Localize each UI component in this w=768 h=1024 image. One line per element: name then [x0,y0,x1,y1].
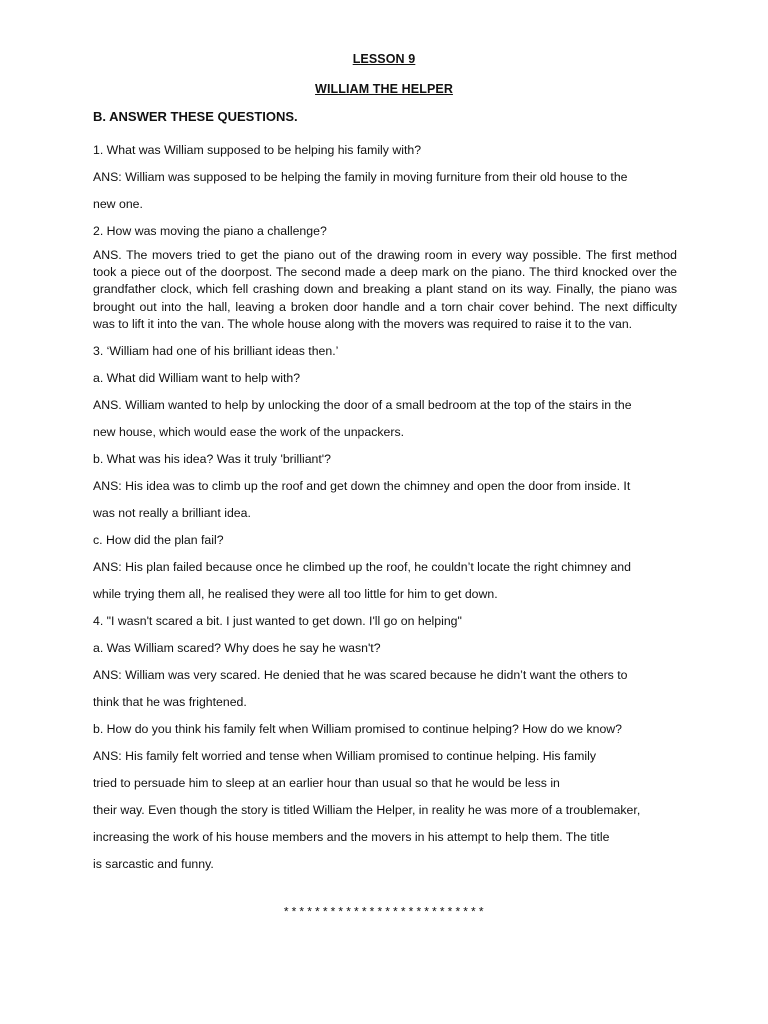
answer-4b-line-1: ANS: His family felt worried and tense when William promised to continue helping. His family [93,749,597,764]
question-3b: b. What was his idea? Was it truly 'brilliant'? [93,452,331,467]
section-heading: B. ANSWER THESE QUESTIONS. [93,109,298,124]
answer-3b-line-2: was not really a brilliant idea. [93,506,251,521]
answer-4b-line-5: is sarcastic and funny. [93,857,214,872]
answer-4a-line-2: think that he was frightened. [93,695,247,710]
lesson-heading: LESSON 9 [352,52,416,66]
question-3: 3. ‘William had one of his brilliant ideas then.’ [93,344,339,359]
question-4a: a. Was William scared? Why does he say he wasn't? [93,641,381,656]
answer-3c-line-2: while trying them all, he realised they were all too little for him to get down. [93,587,498,602]
question-4b: b. How do you think his family felt when William promised to continue helping? How do we know? [93,722,623,737]
question-4: 4. "I wasn't scared a bit. I just wanted to get down. I'll go on helping" [93,614,462,629]
answer-3a-line-2: new house, which would ease the work of the unpackers. [93,425,405,440]
question-2: 2. How was moving the piano a challenge? [93,224,327,238]
answer-1-line-2: new one. [93,197,143,211]
answer-4a-line-1: ANS: William was very scared. He denied that he was scared because he didn’t want the others to [93,668,628,683]
end-separator: ************************** [282,906,486,920]
answer-2-paragraph: ANS. The movers tried to get the piano out of the drawing room in every way possible. The first method took a piece out of the doorpost. The second made a deep mark on the piano. The third knocked over the grandfather clock, which fell crashing down and breaking a plant stand on its way. Finally, the piano was brought out into the hall, leaving a broken door handle and a torn chair cover behind. The next difficulty was to lift it into the van. The whole house along with the movers was required to raise it to the van. [93,248,677,331]
answers-body [93,137,677,878]
answer-3c-line-1: ANS: His plan failed because once he climbed up the roof, he couldn’t locate the right chimney and [93,560,631,575]
answer-4b-line-2: tried to persuade him to sleep at an earlier hour than usual so that he would be less in [93,776,560,791]
answer-3a-line-1: ANS. William wanted to help by unlocking the door of a small bedroom at the top of the stairs in the [93,398,632,413]
story-title: WILLIAM THE HELPER [315,82,453,96]
answer-4b-line-4: increasing the work of his house members and the movers in his attempt to help them. The title [93,830,610,845]
question-1: 1. What was William supposed to be helping his family with? [93,143,422,157]
question-3c: c. How did the plan fail? [93,533,224,548]
answer-1-line-1: ANS: William was supposed to be helping the family in moving furniture from their old house to the [93,170,628,184]
answer-4b-line-3: their way. Even though the story is titled William the Helper, in reality he was more of a troublemaker, [93,803,641,818]
question-3a: a. What did William want to help with? [93,371,301,386]
answer-3b-line-1: ANS: His idea was to climb up the roof and get down the chimney and open the door from inside. It [93,479,631,494]
